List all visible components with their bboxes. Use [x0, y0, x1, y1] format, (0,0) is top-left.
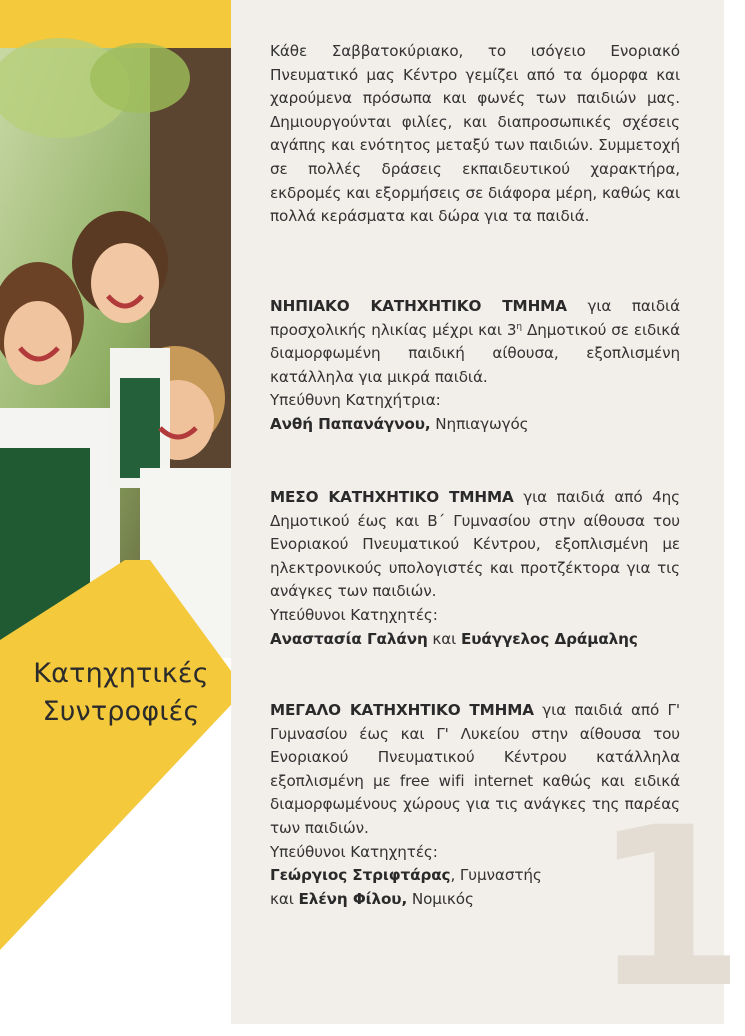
superscript: η: [516, 321, 523, 332]
role-label: Υπεύθυνοι Κατηχητές:: [270, 605, 438, 624]
section-text: για παιδιά προσχολικής ηλικίας μέχρι και 3: [270, 297, 680, 339]
section-meso: [270, 486, 680, 651]
responsible-line: [270, 864, 680, 888]
section-heading: ΝΗΠΙΑΚΟ ΚΑΤΗΧΗΤΙΚΟ ΤΜΗΜΑ: [270, 297, 567, 315]
person-name: Γεώργιος Στριφτάρας: [270, 866, 451, 885]
section-nipiako: [270, 295, 680, 437]
person-name: Ελένη Φίλου,: [298, 889, 408, 908]
section-heading: ΜΕΓΑΛΟ ΚΑΤΗΧΗΤΙΚΟ ΤΜΗΜΑ: [270, 701, 534, 719]
yellow-diagonal-shape: [0, 0, 260, 1024]
page-number: 1: [592, 780, 745, 1036]
intro-paragraph: [270, 40, 680, 229]
section-text: για παιδιά από 4ης Δημοτικού έως και Β΄ Γυμνασίου στην αίθουσα του Ενοριακού Πνευματικού Κέντρου, εξοπλισμένη με ηλεκτρονικούς υπολογιστές και προτζέκτορα για τις ανάγκες των παιδιών.: [270, 488, 680, 601]
title-line-2: Συντροφιές: [42, 696, 200, 727]
responsible-line: [270, 413, 680, 437]
role-label: Υπεύθυνοι Κατηχητές:: [270, 842, 438, 861]
person-title: Νομικός: [407, 889, 474, 908]
connector: και: [427, 629, 461, 648]
responsible-line: [270, 628, 680, 652]
page-title: [16, 655, 226, 731]
section-text-cont: Δημοτικού σε ειδικά διαμορφωμένη παιδική αίθουσα, εξοπλισμένη κατάλληλα για μικρά παιδιά.: [270, 320, 680, 386]
section-text: για παιδιά από Γ' Γυμνασίου έως και Γ' Λυκείου στην αίθουσα του Ενοριακού Πνευματικού Κέντρου κατάλληλα εξοπλισμένη με free wifi internet καθώς και ειδικά διαμορφωμένους χώρους για τις ανάγκες της παρέας των παιδιών.: [270, 701, 680, 837]
connector: και: [270, 889, 299, 908]
intro-text: Κάθε Σαββατοκύριακο, το ισόγειο Ενοριακό Πνευματικό μας Κέντρο γεμίζει από τα όμορφα και χαρούμενα πρόσωπα και φωνές των παιδιών μας. Δημιουργούνται φιλίες, και διαπροσωπικές σχέσεις αγάπης και ενότητος μεταξύ των παιδιών. Συμμετοχή σε πολλές δράσεις εκπαιδευτικού χαρακτήρα, εκδρομές και εξορμήσεις σε διάφορα μέρη, καθώς και πολλά κεράσματα και δώρα για τα παιδιά.: [270, 42, 680, 226]
person-name: Αναστασία Γαλάνη: [270, 629, 428, 648]
role-label: Υπεύθυνη Κατηχήτρια:: [270, 391, 441, 410]
title-line-1: Κατηχητικές: [33, 658, 209, 689]
section-heading: ΜΕΣΟ ΚΑΤΗΧΗΤΙΚΟ ΤΜΗΜΑ: [270, 488, 514, 506]
responsible-line: [270, 888, 680, 912]
person-title: Νηπιαγωγός: [430, 414, 529, 433]
person-name: Ανθή Παπανάγνου,: [270, 414, 431, 433]
person-title: , Γυμναστής: [450, 866, 542, 885]
section-megalo: [270, 699, 680, 911]
left-column: [0, 0, 231, 1024]
person-name: Ευάγγελος Δράμαλης: [460, 629, 638, 648]
